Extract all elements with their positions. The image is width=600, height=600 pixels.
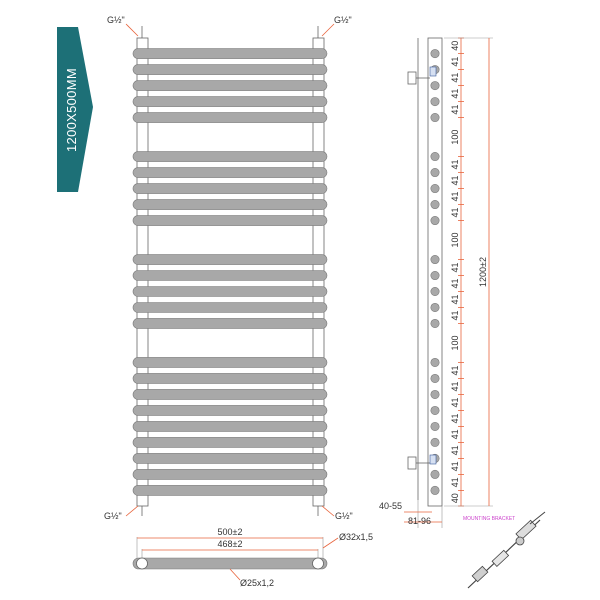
heating-bar: [133, 421, 327, 431]
bar-section: [431, 374, 439, 382]
bar-section: [431, 358, 439, 366]
leader-bottom-right: [322, 506, 334, 516]
wall-bracket-top: [408, 72, 416, 84]
mounting-bracket-label: MOUNTING BRACKET: [463, 516, 516, 522]
heating-bar: [133, 318, 327, 328]
heating-bars: [133, 49, 327, 496]
heating-bar: [133, 437, 327, 447]
bar-section: [431, 470, 439, 478]
spacing-label: 41: [450, 191, 460, 202]
wall-bracket-bottom: [408, 457, 416, 469]
wall-distance-label: 40-55: [379, 501, 403, 511]
spacing-label: 100: [450, 129, 460, 145]
connection-top-right: G½": [334, 15, 352, 25]
bar-section: [431, 184, 439, 192]
bar-section: [431, 168, 439, 176]
heating-bar: [133, 168, 327, 178]
spacing-label: 41: [450, 72, 460, 83]
collector-tube-label: Ø32x1,5: [339, 532, 374, 542]
bracket-nut: [516, 537, 524, 545]
spacing-label: 41: [450, 429, 460, 440]
heating-bar: [133, 271, 327, 281]
heating-bar: [133, 469, 327, 479]
heating-bar: [133, 389, 327, 399]
heating-bar: [133, 255, 327, 265]
spacing-label: 41: [450, 413, 460, 424]
height-total-label: 1200±2: [478, 257, 488, 287]
spacing-labels: [450, 41, 460, 503]
heating-bar: [133, 453, 327, 463]
bar-section: [431, 81, 439, 89]
heating-bar: [133, 49, 327, 59]
spacing-label: 40: [450, 493, 460, 504]
leader-collector-tube: [323, 538, 338, 548]
spacing-label: 41: [450, 175, 460, 186]
bar-section: [431, 271, 439, 279]
spacing-label: 41: [450, 445, 460, 456]
bar-top-view: [133, 558, 327, 569]
bar-section: [431, 438, 439, 446]
spacing-label: 41: [450, 397, 460, 408]
heating-bar: [133, 216, 327, 226]
bottom-view: [133, 527, 373, 588]
heating-bar: [133, 485, 327, 495]
heating-bar: [133, 373, 327, 383]
collector-section-right: [313, 558, 324, 569]
bar-section: [431, 406, 439, 414]
leader-top-left: [126, 24, 138, 36]
width-centers-label: 468±2: [217, 539, 243, 549]
spacing-label: 41: [450, 365, 460, 376]
bracket-clamp-top: [430, 67, 436, 76]
spacing-label: 41: [450, 310, 460, 321]
heating-bar: [133, 184, 327, 194]
spacing-label: 41: [450, 207, 460, 218]
bracket-clamp: [472, 566, 488, 581]
bar-section: [431, 287, 439, 295]
heating-bar: [133, 152, 327, 162]
spacing-label: 40: [450, 40, 460, 51]
bar-section: [431, 113, 439, 121]
bar-section: [431, 216, 439, 224]
mounting-bracket: [463, 512, 545, 588]
heating-bar: [133, 97, 327, 107]
connection-bottom-right: G½": [335, 511, 353, 521]
collector-section-left: [137, 558, 148, 569]
bar-section: [431, 486, 439, 494]
leader-bar-tube: [230, 569, 240, 580]
spacing-label: 41: [450, 159, 460, 170]
bar-section: [431, 152, 439, 160]
heating-bar: [133, 200, 327, 210]
width-overall-label: 500±2: [217, 527, 243, 537]
spacing-label: 41: [450, 278, 460, 289]
spacing-label: 100: [450, 335, 460, 351]
spacing-label: 41: [450, 381, 460, 392]
bar-section: [431, 255, 439, 263]
banner-label: 1200X500MM: [64, 68, 79, 152]
bar-section: [431, 97, 439, 105]
heating-bar: [133, 65, 327, 75]
heating-bar: [133, 302, 327, 312]
leader-bottom-left: [126, 506, 138, 516]
heating-bar: [133, 405, 327, 415]
bar-section: [431, 319, 439, 327]
spacing-label: 41: [450, 294, 460, 305]
spacing-label: 41: [450, 104, 460, 115]
heating-bar: [133, 357, 327, 367]
bracket-sleeve: [492, 550, 508, 566]
bar-section: [431, 390, 439, 398]
bar-section: [431, 200, 439, 208]
size-banner: [57, 27, 93, 192]
leader-top-right: [322, 24, 334, 36]
bracket-clamp-bottom: [430, 455, 436, 464]
spacing-label: 100: [450, 232, 460, 248]
spacing-label: 41: [450, 262, 460, 273]
bar-section: [431, 422, 439, 430]
bar-section: [431, 49, 439, 57]
heating-bar: [133, 287, 327, 297]
bar-section: [431, 303, 439, 311]
connection-bottom-left: G½": [104, 511, 122, 521]
depth-label: 81-96: [408, 516, 432, 526]
connection-top-left: G½": [107, 15, 125, 25]
front-view: [104, 15, 353, 521]
bar-tube-label: Ø25x1,2: [240, 578, 275, 588]
spacing-label: 41: [450, 56, 460, 67]
heating-bar: [133, 113, 327, 123]
heating-bar: [133, 81, 327, 91]
spacing-label: 41: [450, 88, 460, 99]
spacing-label: 41: [450, 461, 460, 472]
spacing-label: 41: [450, 477, 460, 488]
side-view: [379, 38, 493, 528]
